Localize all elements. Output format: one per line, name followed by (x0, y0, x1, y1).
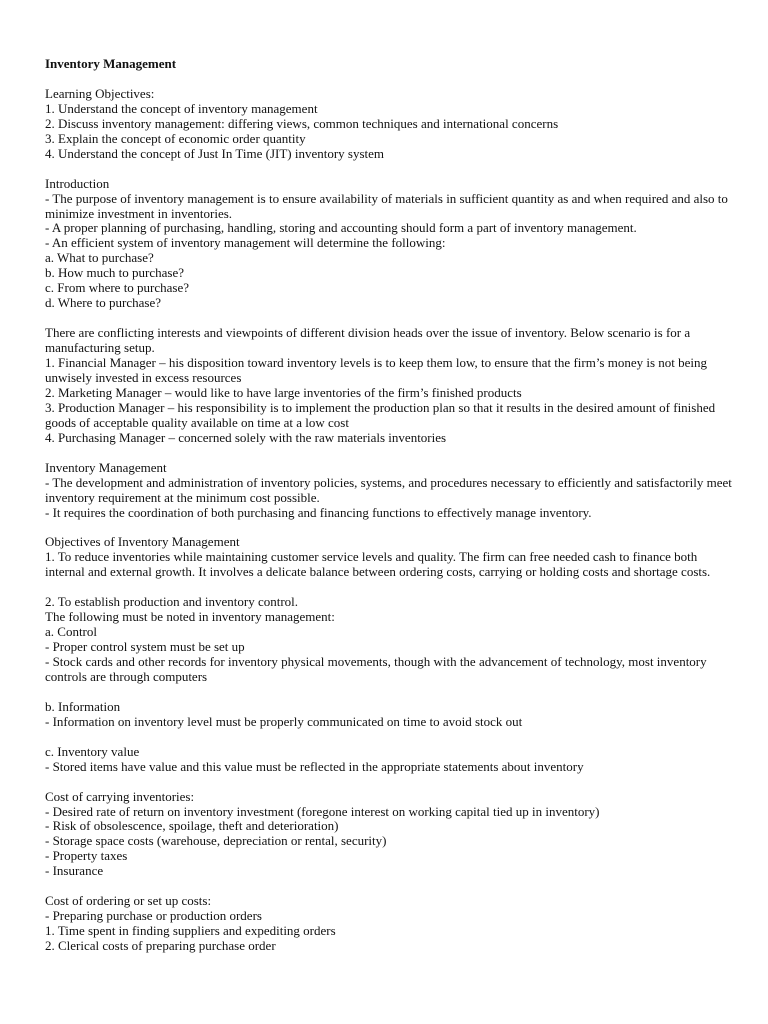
spacer (45, 685, 735, 700)
text-line: b. How much to purchase? (45, 265, 184, 281)
text-line: 4. Understand the concept of Just In Time (JIT) inventory system (45, 145, 385, 161)
text-line: 3. Explain the concept of economic order quantity (45, 130, 306, 146)
block-heading: Inventory Management (45, 459, 167, 475)
text-line: - The development and administration of inventory policies, systems, and procedures necessary to efficiently and satisfactorily meet inventory requirement at the minimum cost possible. (45, 474, 732, 505)
text-line: 3. Production Manager – his responsibility is to implement the production plan so that it results in the desired amount of finished goods of acceptable quality available on time at a low cost (45, 399, 716, 430)
text-line: 1. Time spent in finding suppliers and expediting orders (45, 923, 336, 939)
paragraph-block (45, 461, 735, 521)
paragraph-block (45, 700, 735, 730)
text-line: - Stored items have value and this value must be reflected in the appropriate statements about inventory (45, 758, 584, 774)
text-line: The following must be noted in inventory management: (45, 609, 335, 625)
text-line: - Stock cards and other records for inventory physical movements, though with the advancement of technology, most inventory controls are through computers (45, 654, 707, 684)
text-line: - Risk of obsolescence, spoilage, theft and deterioration) (45, 818, 339, 834)
spacer (45, 446, 735, 461)
paragraph-block (45, 535, 735, 580)
spacer (45, 520, 735, 535)
block-heading: Introduction (45, 175, 110, 191)
text-line: - Proper control system must be set up (45, 639, 245, 655)
text-line: 1. To reduce inventories while maintaining customer service levels and quality. The firm can free needed cash to finance both internal and external growth. It involves a delicate balance between ordering costs, carrying or holding costs and shortage costs. (45, 549, 711, 580)
text-line: 2. Marketing Manager – would like to have large inventories of the firm’s finished products (45, 384, 522, 400)
text-line: d. Where to purchase? (45, 295, 161, 311)
block-heading: Objectives of Inventory Management (45, 534, 240, 550)
block-heading: Learning Objectives: (45, 85, 155, 101)
text-line: - Preparing purchase or production orders (45, 908, 262, 924)
text-line: - It requires the coordination of both purchasing and financing functions to effectively manage inventory. (45, 504, 592, 520)
text-line: - Information on inventory level must be properly communicated on time to avoid stock out (45, 713, 523, 729)
block-heading: Cost of ordering or set up costs: (45, 893, 212, 909)
text-line: a. Control (45, 624, 97, 640)
spacer (45, 162, 735, 177)
text-line: - The purpose of inventory management is to ensure availability of materials in sufficient quantity as and when required and also to minimize investment in inventories. (45, 190, 728, 221)
spacer (45, 72, 735, 87)
text-line: 1. Understand the concept of inventory management (45, 100, 318, 116)
block-heading: There are conflicting interests and viewpoints of different division heads over the issue of inventory. Below scenario is for a manufacturing setup. (45, 325, 691, 356)
text-line: - An efficient system of inventory management will determine the following: (45, 235, 446, 251)
text-line: c. From where to purchase? (45, 280, 190, 296)
text-line: a. What to purchase? (45, 250, 154, 266)
spacer (45, 879, 735, 894)
text-line: - Insurance (45, 863, 104, 879)
spacer (45, 580, 735, 595)
paragraph-block (45, 177, 735, 312)
document-title: Inventory Management (45, 56, 177, 71)
spacer (45, 775, 735, 790)
paragraph-block (45, 745, 735, 775)
text-line: 2. Clerical costs of preparing purchase order (45, 938, 276, 954)
block-heading: 2. To establish production and inventory control. (45, 594, 299, 610)
text-line: - A proper planning of purchasing, handling, storing and accounting should form a part of inventory management. (45, 220, 637, 236)
block-heading: c. Inventory value (45, 743, 140, 759)
block-heading: Cost of carrying inventories: (45, 788, 195, 804)
text-line: - Desired rate of return on inventory investment (foregone interest on working capital tied up in inventory) (45, 803, 600, 819)
paragraph-block (45, 326, 735, 446)
document-page (45, 57, 735, 954)
text-line: 2. Discuss inventory management: differing views, common techniques and international concerns (45, 115, 559, 131)
paragraph-block (45, 790, 735, 880)
text-line: 1. Financial Manager – his disposition toward inventory levels is to keep them low, to ensure that the firm’s money is not being unwisely invested in excess resources (45, 355, 708, 385)
text-line: 4. Purchasing Manager – concerned solely with the raw materials inventories (45, 429, 447, 445)
block-heading: b. Information (45, 698, 121, 714)
paragraph-block (45, 595, 735, 685)
paragraph-block (45, 87, 735, 162)
document-body (45, 87, 735, 954)
paragraph-block (45, 894, 735, 954)
spacer (45, 730, 735, 745)
text-line: - Property taxes (45, 848, 128, 864)
spacer (45, 311, 735, 326)
text-line: - Storage space costs (warehouse, depreciation or rental, security) (45, 833, 387, 849)
